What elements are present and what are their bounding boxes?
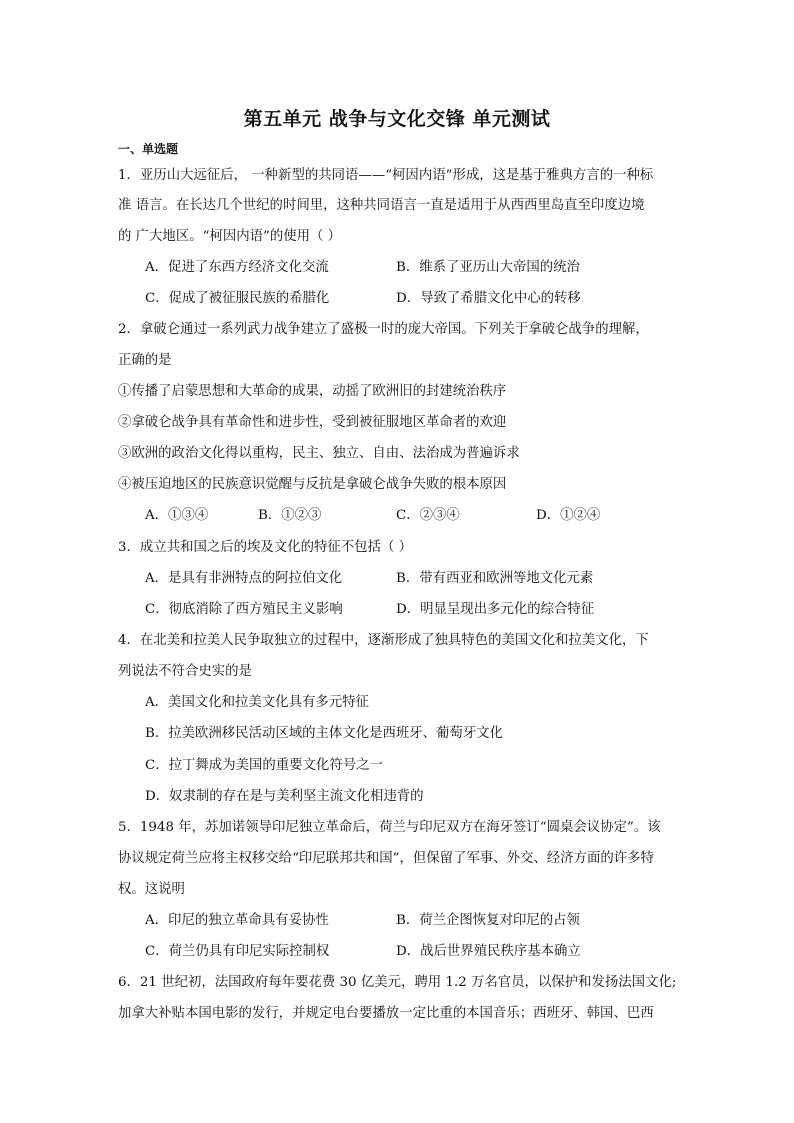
option-a: A．促进了东西方经济文化交流	[145, 260, 329, 275]
question-text-line: 准 语言。在长达几个世纪的时间里，这种共同语言一直是适用于从西西里岛直至印度边境	[118, 198, 645, 213]
section-heading: 一、单选题	[118, 142, 179, 156]
question-text-line: 协议规定荷兰应将主权移交给“印尼联邦共和国”，但保留了军事、外交、经济方面的许多特	[118, 851, 654, 866]
question-text-line: 1．亚历山大远征后， 一种新型的共同语——“柯因内语”形成，这是基于雅典方言的一种标	[118, 168, 654, 183]
option-d: D．明显呈现出多元化的综合特征	[396, 602, 595, 617]
question-text-line: 列说法不符合史实的是	[118, 664, 252, 679]
question-text-line: 权。这说明	[118, 882, 185, 897]
option-a: A．印尼的独立革命具有妥协性	[145, 913, 329, 928]
statement-3: ③欧洲的政治文化得以重构，民主、独立、自由、法治成为普遍诉求	[118, 446, 520, 461]
page-title: 第五单元 战争与文化交锋 单元测试	[243, 108, 551, 130]
option-c: C．荷兰仍具有印尼实际控制权	[145, 944, 330, 959]
statement-1: ①传播了启蒙思想和大革命的成果，动摇了欧洲旧的封建统治秩序	[118, 384, 507, 399]
option-d: D．战后世界殖民秩序基本确立	[396, 944, 581, 959]
question-text-line: 2．拿破仑通过一系列武力战争建立了盛极一时的庞大帝国。下列关于拿破仑战争的理解，	[118, 322, 649, 337]
option-b: B．①②③	[258, 508, 322, 523]
option-b: B．荷兰企图恢复对印尼的占领	[396, 913, 580, 928]
option-c: C．拉丁舞成为美国的重要文化符号之一	[145, 758, 383, 773]
option-c: C．彻底消除了西方殖民主义影响	[145, 602, 343, 617]
option-c: C．促成了被征服民族的希腊化	[145, 291, 330, 306]
question-text-line: 4．在北美和拉美人民争取独立的过程中，逐渐形成了独具特色的美国文化和拉美文化，下	[118, 633, 649, 648]
option-a: A．是具有非洲特点的阿拉伯文化	[145, 571, 343, 586]
question-text-line: 5．1948 年，苏加诺领导印尼独立革命后，荷兰与印尼双方在海牙签订“圆桌会议协定”。该	[118, 820, 661, 835]
option-b: B．拉美欧洲移民活动区域的主体文化是西班牙、葡萄牙文化	[145, 726, 503, 741]
statement-2: ②拿破仑战争具有革命性和进步性，受到被征服地区革命者的欢迎	[118, 415, 507, 430]
option-b: B．带有西亚和欧洲等地文化元素	[396, 571, 594, 586]
option-b: B．维系了亚历山大帝国的统治	[396, 260, 580, 275]
option-a: A．①③④	[145, 508, 209, 523]
option-a: A．美国文化和拉美文化具有多元特征	[145, 695, 369, 710]
option-d: D．奴隶制的存在是与美利坚主流文化相违背的	[145, 789, 424, 804]
statement-4: ④被压迫地区的民族意识觉醒与反抗是拿破仑战争失败的根本原因	[118, 477, 507, 492]
question-text-line: 加拿大补贴本国电影的发行，并规定电台要播放一定比重的本国音乐；西班牙、韩国、巴西	[118, 1006, 654, 1021]
option-d: D．①②④	[536, 508, 601, 523]
option-c: C．②③④	[396, 508, 460, 523]
question-text-line: 的 广大地区。“柯因内语”的使用（ ）	[118, 229, 342, 244]
option-d: D．导致了希腊文化中心的转移	[396, 291, 581, 306]
question-text-line: 3．成立共和国之后的埃及文化的特征不包括（ ）	[118, 540, 412, 555]
question-text-line: 正确的是	[118, 353, 172, 368]
question-text-line: 6．21 世纪初，法国政府每年要花费 30 亿美元，聘用 1.2 万名官员，以保护和发扬法国文化;	[118, 975, 677, 990]
